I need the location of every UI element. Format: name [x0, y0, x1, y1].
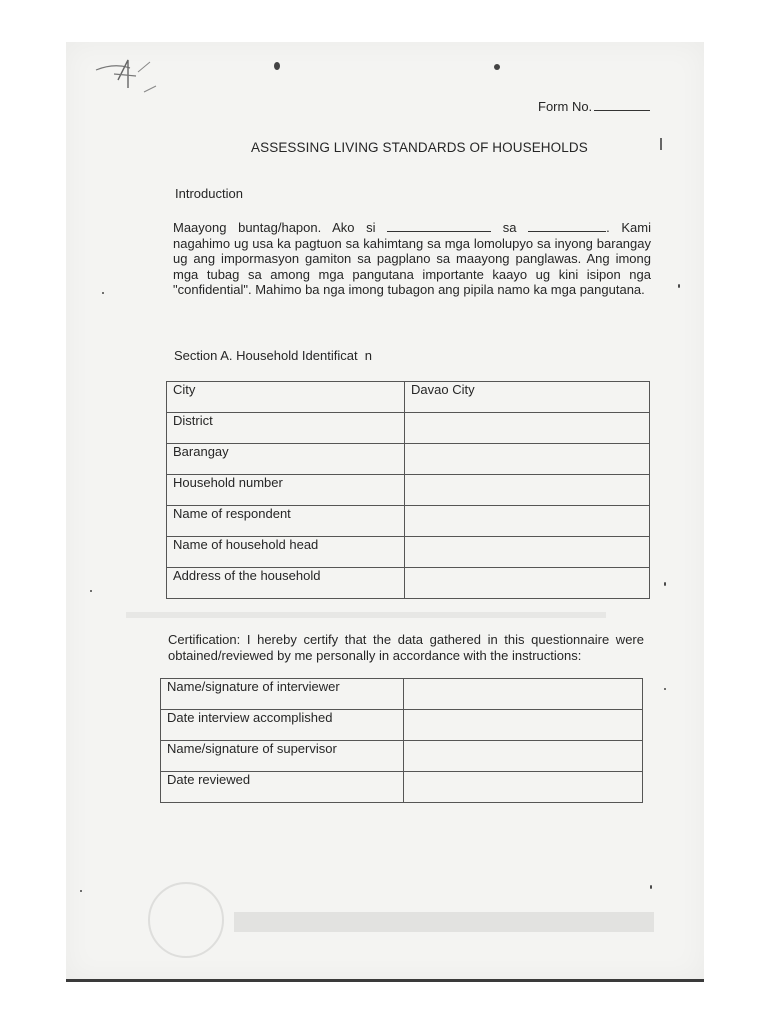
- section-a-heading: Section A. Household Identificat n: [174, 348, 373, 363]
- bleed-through: [126, 612, 606, 618]
- dust-speck: [80, 890, 82, 892]
- punch-hole-speck: [274, 62, 280, 70]
- row-value-field[interactable]: [404, 772, 643, 803]
- margin-mark: [660, 138, 662, 150]
- page-title: ASSESSING LIVING STANDARDS OF HOUSEHOLDS: [251, 140, 588, 155]
- row-value-field[interactable]: [405, 537, 650, 568]
- dust-speck: [664, 688, 666, 690]
- row-label: Address of the household: [167, 568, 405, 599]
- form-number-label: Form No.: [538, 99, 593, 114]
- row-label: Date reviewed: [161, 772, 404, 803]
- row-value-field[interactable]: [405, 568, 650, 599]
- dust-speck: [664, 582, 666, 586]
- table-row: [167, 444, 650, 475]
- intro-text-start: Maayong buntag/hapon. Ako si: [173, 220, 376, 235]
- intro-text-rest: nagahimo ug usa ka pagtuon sa kahimtang sa mga lomolupyo sa inyong barangay ug ang impormasyon gamiton sa pagplano sa maayong panglawas. Ang imong mga tubag sa among mga pangutana importante kaayo ug kini isipon nga "confidential". Mahimo ba nga imong tubagon ang pipila namo ka mga pangutana.: [173, 235, 651, 297]
- row-value-field[interactable]: [404, 710, 643, 741]
- row-value-field[interactable]: [405, 413, 650, 444]
- table-row: [167, 475, 650, 506]
- table-row: [161, 679, 643, 710]
- table-row: [161, 741, 643, 772]
- household-identification-table: [166, 381, 650, 599]
- row-label: Name of household head: [167, 537, 405, 568]
- table-row: [167, 413, 650, 444]
- table-row: [167, 537, 650, 568]
- faded-seal: [148, 882, 224, 958]
- table-row: [167, 382, 650, 413]
- row-label: Name/signature of interviewer: [161, 679, 404, 710]
- introduction-paragraph: [173, 220, 651, 298]
- interviewer-name-blank: [387, 231, 491, 232]
- intro-text-sa: sa: [502, 220, 517, 235]
- row-label: Date interview accomplished: [161, 710, 404, 741]
- row-label: Barangay: [167, 444, 405, 475]
- organization-blank: [528, 231, 606, 232]
- row-label: Name of respondent: [167, 506, 405, 537]
- row-value-field[interactable]: [404, 741, 643, 772]
- certification-table: [160, 678, 643, 803]
- row-value-field[interactable]: [404, 679, 643, 710]
- table-row: [161, 710, 643, 741]
- page-bottom-edge: [66, 979, 704, 982]
- row-label: District: [167, 413, 405, 444]
- dust-speck: [90, 590, 92, 592]
- introduction-heading: Introduction: [175, 186, 243, 201]
- punch-hole-speck: [494, 64, 500, 70]
- row-value-field[interactable]: [405, 444, 650, 475]
- row-value-field[interactable]: Davao City: [405, 382, 650, 413]
- row-label: City: [167, 382, 405, 413]
- row-label: Household number: [167, 475, 405, 506]
- row-value-field[interactable]: [405, 475, 650, 506]
- table-row: [161, 772, 643, 803]
- row-value-field[interactable]: [405, 506, 650, 537]
- intro-text-kami: . Kami: [606, 220, 651, 235]
- dust-speck: [102, 292, 104, 294]
- certification-text: Certification: I hereby certify that the data gathered in this questionnaire were obtained/reviewed by me personally in accordance with the instructions:: [168, 632, 644, 663]
- dust-speck: [650, 885, 652, 889]
- form-number: [538, 99, 650, 114]
- dust-speck: [678, 284, 680, 288]
- row-label: Name/signature of supervisor: [161, 741, 404, 772]
- table-row: [167, 568, 650, 599]
- table-row: [167, 506, 650, 537]
- bleed-through: [234, 912, 654, 932]
- scanned-page: [66, 42, 704, 980]
- handwritten-mark: [88, 52, 168, 112]
- form-number-blank: [594, 110, 650, 111]
